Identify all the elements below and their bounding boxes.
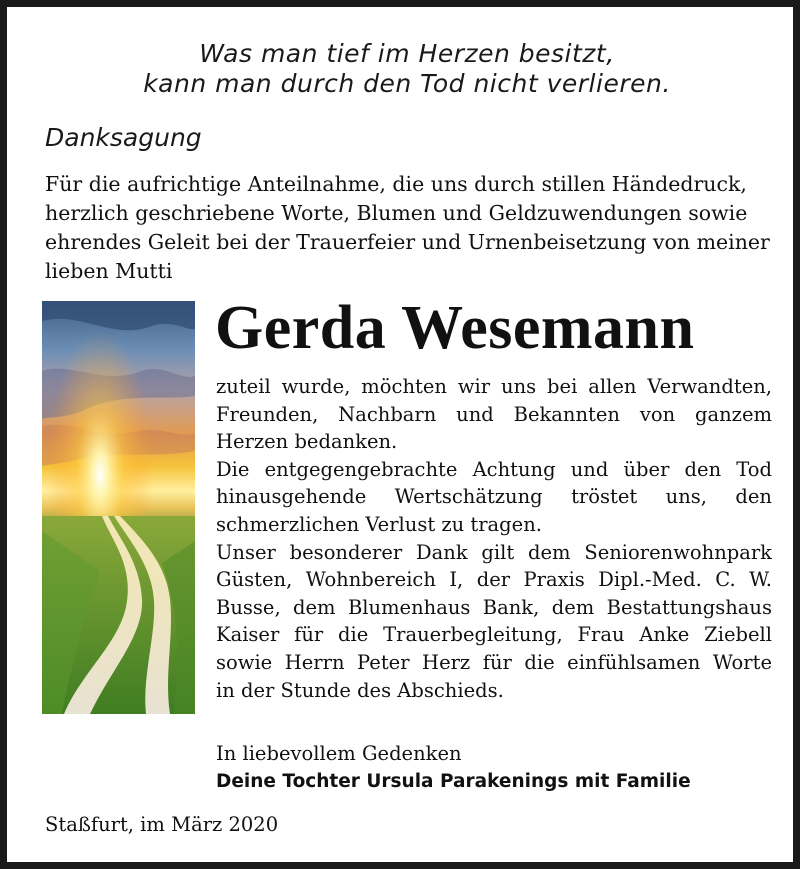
intro-line: Für die aufrichtige Anteilnahme, die uns durch stillen Händedruck, <box>45 172 747 196</box>
deceased-name: Gerda Wesemann <box>215 294 695 362</box>
signature: Deine Tochter Ursula Parakenings mit Familie <box>216 771 691 792</box>
body-line: zuteil wurde, möchten wir uns bei allen Verwandten, <box>216 375 772 398</box>
body-line: Güsten, Wohnbereich I, der Praxis Dipl.-Med. C. W. <box>216 568 772 592</box>
body-line: Herzen bedanken. <box>216 430 398 454</box>
notice-heading: Danksagung <box>45 123 202 152</box>
intro-paragraph <box>45 170 775 286</box>
memorial-quote-line-2: kann man durch den Tod nicht verlieren. <box>143 69 671 98</box>
body-line: in der Stunde des Abschieds. <box>216 678 504 702</box>
intro-line: herzlich geschriebene Worte, Blumen und Geldzuwendungen sowie <box>45 201 748 225</box>
body-line: schmerzlichen Verlust zu tragen. <box>216 512 542 536</box>
intro-line: lieben Mutti <box>45 259 173 283</box>
closing-block <box>216 740 776 796</box>
body-line: Kaiser für die Trauerbegleitung, Frau Anke Ziebell <box>216 623 772 647</box>
body-line: hinausgehende Wertschätzung tröstet uns, den <box>216 485 772 509</box>
place-and-date: Staßfurt, im März 2020 <box>45 813 279 836</box>
body-line: sowie Herrn Peter Herz für die einfühlsamen Worte <box>216 650 772 674</box>
closing-line: In liebevollem Gedenken <box>216 742 462 765</box>
intro-line: ehrendes Geleit bei der Trauerfeier und Urnenbeisetzung von meiner <box>45 230 770 254</box>
sunset-path-image <box>42 301 195 714</box>
thanks-paragraph <box>216 373 772 704</box>
memorial-quote-line-1: Was man tief im Herzen besitzt, <box>199 39 615 68</box>
body-line: Unser besonderer Dank gilt dem Seniorenwohnpark <box>216 540 772 564</box>
body-line: Busse, dem Blumenhaus Bank, dem Bestattungshaus <box>216 595 772 619</box>
body-line: Freunden, Nachbarn und Bekannten von ganzem <box>216 402 772 426</box>
body-line: Die entgegengebrachte Achtung und über den Tod <box>216 457 772 481</box>
